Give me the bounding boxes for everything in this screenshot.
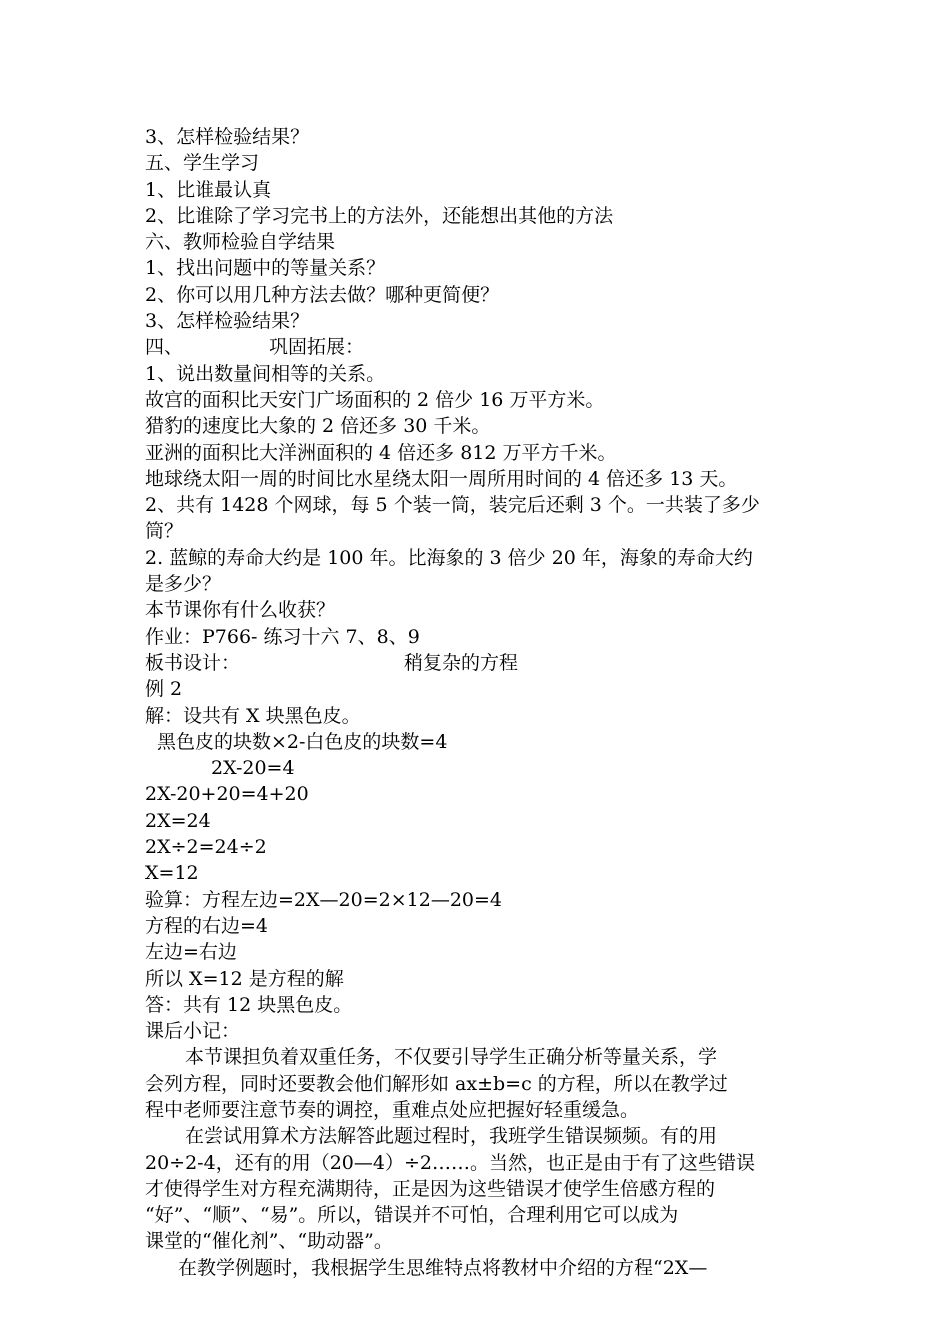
text-line: 亚洲的面积比大洋洲面积的 4 倍还多 812 万平方千米。 — [145, 441, 617, 464]
equation-line: 黑色皮的块数×2-白色皮的块数=4 — [157, 730, 448, 753]
text-line: 2、共有 1428 个网球，每 5 个装一筒，装完后还剩 3 个。一共装了多少 — [145, 494, 760, 517]
equation-line: X=12 — [145, 862, 199, 885]
board-design-line — [145, 650, 825, 676]
board-design-title: 稍复杂的方程 — [404, 651, 519, 674]
answer-line: 答：共有 12 块黑色皮。 — [145, 993, 353, 1016]
text-line: 例 2 — [145, 678, 183, 701]
text-line: 2、你可以用几种方法去做？哪种更简便？ — [145, 283, 500, 306]
paragraph-line: “好”、“顺”、“易”。所以，错误并不可怕，合理利用它可以成为 — [145, 1204, 679, 1227]
paragraph-line: 本节课担负着双重任务，不仅要引导学生正确分析等量关系，学 — [185, 1046, 718, 1069]
section-heading: 六、教师检验自学结果 — [145, 231, 336, 254]
text-line: 1、说出数量间相等的关系。 — [145, 362, 386, 385]
verification-line: 验算：方程左边=2X—20=2×12—20=4 — [145, 888, 503, 911]
equation-line: 2X÷2=24÷2 — [145, 836, 267, 859]
verification-line: 方程的右边=4 — [145, 914, 269, 937]
text-line: 1、比谁最认真 — [145, 178, 272, 201]
section-heading — [145, 334, 825, 360]
section-title: 巩固拓展： — [269, 336, 365, 359]
section-heading: 课后小记： — [145, 1020, 241, 1043]
equation-line: 2X-20=4 — [211, 757, 295, 780]
homework-line: 作业：P766- 练习十六 7、8、9 — [145, 625, 420, 648]
text-line: 解：设共有 X 块黑色皮。 — [145, 704, 361, 727]
text-line: 故宫的面积比天安门广场面积的 2 倍少 16 万平方米。 — [145, 388, 605, 411]
document-page — [145, 124, 825, 1281]
board-design-label: 板书设计： — [145, 651, 241, 674]
paragraph-line: 在尝试用算术方法解答此题过程时，我班学生错误频频。有的用 — [185, 1125, 718, 1148]
paragraph-line: 会列方程，同时还要教会他们解形如 ax±b=c 的方程，所以在教学过 — [145, 1072, 728, 1095]
text-line: 3、怎样检验结果？ — [145, 126, 310, 148]
text-line: 3、怎样检验结果？ — [145, 310, 310, 333]
equation-line: 2X=24 — [145, 809, 211, 832]
text-line: 1、找出问题中的等量关系？ — [145, 257, 386, 280]
section-number: 四、 — [145, 336, 184, 359]
text-line: 是多少？ — [145, 573, 222, 596]
text-line: 2、比谁除了学习完书上的方法外，还能想出其他的方法 — [145, 204, 614, 227]
text-line: 2. 蓝鲸的寿命大约是 100 年。比海象的 3 倍少 20 年，海象的寿命大约 — [145, 546, 753, 569]
paragraph-line: 20÷2-4，还有的用（20—4）÷2……。当然，也正是由于有了这些错误 — [145, 1151, 755, 1174]
text-line: 地球绕太阳一周的时间比水星绕太阳一周所用时间的 4 倍还多 13 天。 — [145, 467, 738, 490]
section-heading: 五、学生学习 — [145, 152, 260, 175]
paragraph-line: 才使得学生对方程充满期待，正是因为这些错误才使学生倍感方程的 — [145, 1177, 716, 1200]
text-line: 猎豹的速度比大象的 2 倍还多 30 千米。 — [145, 415, 491, 438]
text-line: 所以 X=12 是方程的解 — [145, 967, 344, 990]
text-line: 本节课你有什么收获？ — [145, 599, 336, 622]
paragraph-line: 在教学例题时，我根据学生思维特点将教材中介绍的方程“2X— — [178, 1256, 708, 1279]
paragraph-line: 课堂的“催化剂”、“助动器”。 — [145, 1230, 393, 1253]
equation-line: 2X-20+20=4+20 — [145, 783, 309, 806]
paragraph-line: 程中老师要注意节奏的调控，重难点处应把握好轻重缓急。 — [145, 1098, 640, 1121]
text-line: 筒？ — [145, 520, 184, 543]
verification-line: 左边=右边 — [145, 941, 237, 964]
